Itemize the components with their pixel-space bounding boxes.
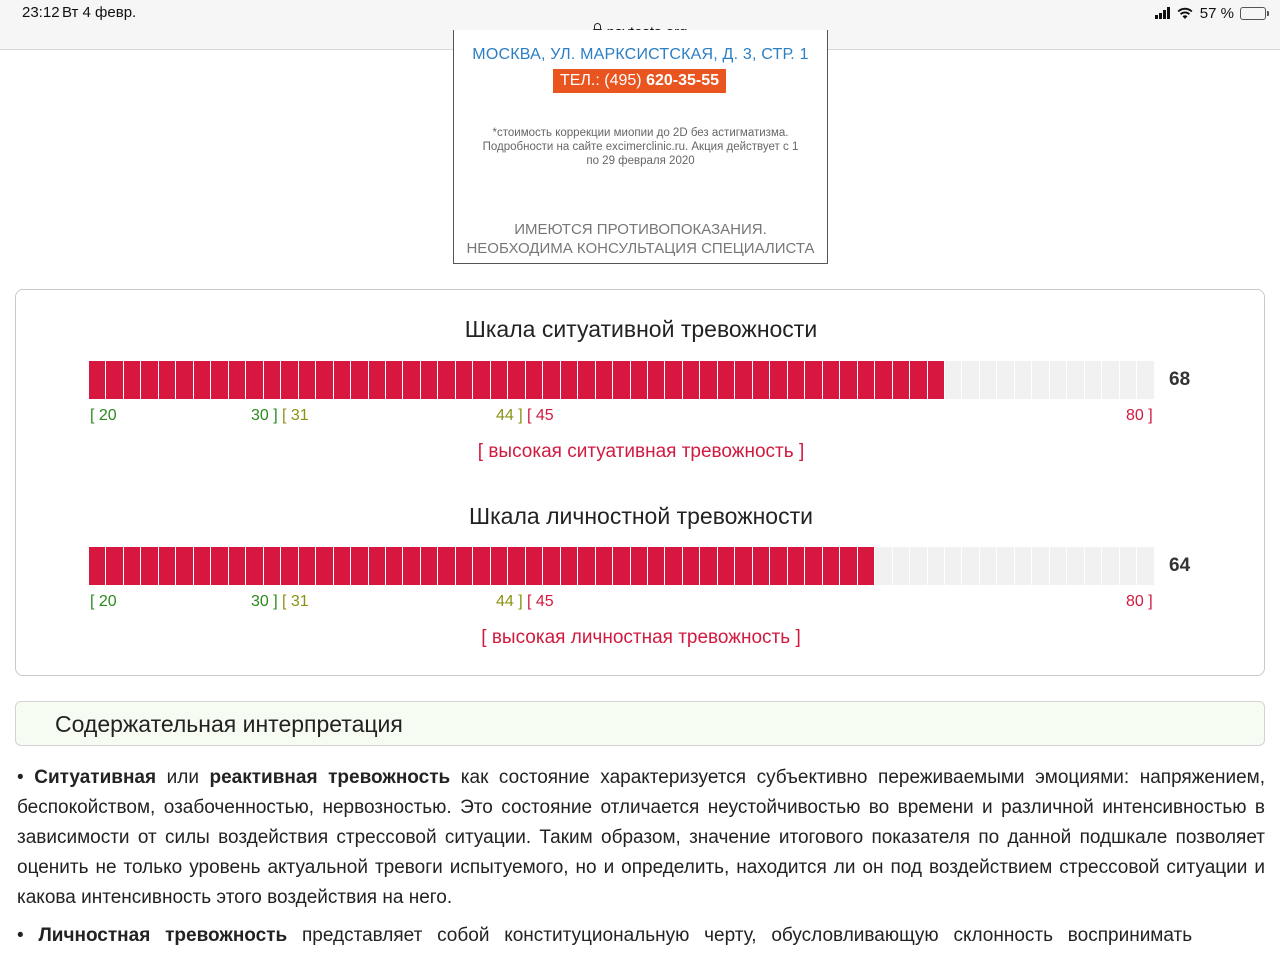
bar-segment-filled bbox=[718, 361, 735, 399]
bar-segment-filled bbox=[858, 361, 875, 399]
bar-segment-filled bbox=[438, 361, 455, 399]
bar-segment-filled bbox=[456, 361, 473, 399]
scale-verdict: [ высокая ситуативная тревожность ] bbox=[477, 441, 805, 462]
bar-segment-filled bbox=[753, 547, 770, 585]
bar-segment-filled bbox=[351, 361, 368, 399]
range-high-end: 80 ] bbox=[1126, 407, 1153, 424]
bar-segment-filled bbox=[124, 361, 141, 399]
bar-segment-filled bbox=[159, 361, 176, 399]
bar-segment-empty bbox=[962, 547, 979, 585]
bar-segment-empty bbox=[1067, 361, 1084, 399]
bar-segment-filled bbox=[473, 361, 490, 399]
bar-segment-filled bbox=[665, 361, 682, 399]
range-mid-end: 44 ] bbox=[496, 407, 523, 424]
bar-segment-filled bbox=[229, 547, 246, 585]
bar-segment-filled bbox=[700, 547, 717, 585]
bar-segment-filled bbox=[770, 547, 787, 585]
paragraph-text: или bbox=[156, 767, 210, 788]
bar-segment-filled bbox=[788, 547, 805, 585]
paragraph-text: представляет собой конституциональную черту, обусловливающую склонность воспринимать bbox=[287, 925, 1193, 946]
date: Вт 4 февр. bbox=[62, 4, 137, 21]
bar-segment-filled bbox=[928, 361, 945, 399]
bar-segment-filled bbox=[176, 547, 193, 585]
bar-segment-filled bbox=[613, 547, 630, 585]
bar-segment-empty bbox=[1050, 361, 1067, 399]
bar-segment-filled bbox=[124, 547, 141, 585]
bar-segment-filled bbox=[788, 361, 805, 399]
ad-footnote bbox=[474, 126, 807, 168]
term-personal-anxiety: Личностная тревожность bbox=[38, 925, 288, 946]
bar-segment-filled bbox=[561, 547, 578, 585]
bar-segment-filled bbox=[910, 361, 927, 399]
bar-segment-empty bbox=[875, 547, 892, 585]
bar-segment-filled bbox=[194, 361, 211, 399]
bar-segment-empty bbox=[1015, 361, 1032, 399]
bar-segment-filled bbox=[578, 361, 595, 399]
ad-phone-prefix: ТЕЛ.: (495) bbox=[559, 72, 647, 89]
bar-segment-empty bbox=[980, 547, 997, 585]
bar-segment-filled bbox=[596, 547, 613, 585]
bar-segment-filled bbox=[735, 547, 752, 585]
bar-segment-filled bbox=[334, 547, 351, 585]
bar-segment-filled bbox=[578, 547, 595, 585]
bar-segment-filled bbox=[491, 361, 508, 399]
scale-title: Шкала личностной тревожности bbox=[469, 503, 813, 529]
bar-segment-filled bbox=[281, 547, 298, 585]
term-reactive-anxiety: реактивная тревожность bbox=[209, 767, 451, 788]
scale-title: Шкала ситуативной тревожности bbox=[464, 316, 818, 342]
bar-segment-empty bbox=[997, 361, 1014, 399]
range-mid-start: [ 31 bbox=[282, 407, 309, 424]
bar-segment-empty bbox=[980, 361, 997, 399]
bar-segment-filled bbox=[526, 361, 543, 399]
bar-segment-filled bbox=[403, 361, 420, 399]
bar-segment-filled bbox=[718, 547, 735, 585]
bar-segment-filled bbox=[840, 547, 857, 585]
bar-segment-filled bbox=[351, 547, 368, 585]
bar-segment-filled bbox=[281, 361, 298, 399]
bar-segment-empty bbox=[893, 547, 910, 585]
bar-segment-empty bbox=[1120, 361, 1137, 399]
bar-segment-filled bbox=[386, 361, 403, 399]
bar-segment-empty bbox=[1085, 361, 1102, 399]
bar-segment-filled bbox=[299, 361, 316, 399]
bar-segment-filled bbox=[456, 547, 473, 585]
ad-address: МОСКВА, УЛ. МАРКСИСТСКАЯ, Д. 3, СТР. 1 bbox=[472, 46, 809, 63]
bar-segment-empty bbox=[1050, 547, 1067, 585]
ad-phone-number: 620-35-55 bbox=[646, 72, 720, 89]
ad-footnote-line: по 29 февраля 2020 bbox=[586, 155, 695, 167]
bar-segment-filled bbox=[316, 547, 333, 585]
results-card bbox=[15, 289, 1265, 676]
bar-segment-filled bbox=[561, 361, 578, 399]
bar-segment-filled bbox=[316, 361, 333, 399]
bar-segment-empty bbox=[1015, 547, 1032, 585]
bar-segment-empty bbox=[1102, 361, 1119, 399]
bar-segment-filled bbox=[141, 361, 158, 399]
ad-warning-line: ИМЕЮТСЯ ПРОТИВОПОКАЗАНИЯ. bbox=[514, 221, 767, 238]
bar-segment-filled bbox=[421, 361, 438, 399]
scale-bar bbox=[89, 547, 1155, 585]
scale-bar bbox=[89, 361, 1155, 399]
bar-segment-empty bbox=[1032, 361, 1049, 399]
ad-footnote-line: Подробности на сайте excimerclinic.ru. Акция действует с 1 bbox=[482, 141, 799, 153]
bar-segment-filled bbox=[543, 547, 560, 585]
bar-segment-filled bbox=[648, 361, 665, 399]
range-high-start: [ 45 bbox=[527, 593, 554, 610]
bar-segment-empty bbox=[1032, 547, 1049, 585]
range-mid-end: 44 ] bbox=[496, 593, 523, 610]
bar-segment-filled bbox=[369, 361, 386, 399]
bullet: • bbox=[17, 767, 35, 788]
bar-segment-empty bbox=[1137, 547, 1154, 585]
bar-segment-filled bbox=[176, 361, 193, 399]
bullet: • bbox=[17, 925, 39, 946]
bar-segment-empty bbox=[1137, 361, 1154, 399]
scale-value: 64 bbox=[1169, 555, 1191, 576]
bar-segment-filled bbox=[106, 547, 123, 585]
range-low-end: 30 ] bbox=[251, 593, 278, 610]
status-icons bbox=[1155, 3, 1266, 23]
bar-segment-filled bbox=[106, 361, 123, 399]
bar-segment-empty bbox=[1120, 547, 1137, 585]
bar-segment-filled bbox=[89, 547, 106, 585]
bar-segment-filled bbox=[403, 547, 420, 585]
bar-segment-empty bbox=[945, 547, 962, 585]
bar-segment-filled bbox=[334, 361, 351, 399]
bar-segment-filled bbox=[264, 547, 281, 585]
bar-segment-empty bbox=[997, 547, 1014, 585]
interpretation-header[interactable] bbox=[15, 701, 1265, 746]
paragraph-text: как состояние характеризуется субъективно переживаемыми эмоциями: напряжением, беспокойством, озабоченностью, нервозностью. Это состояние отличается неустойчивостью во времени и различной интенсивностью в зависимости от силы воздействия стрессовой ситуации. Таким образом, значение итогового показателя по данной подшкале позволяет оценить не только уровень актуальной тревоги испытуемого, но и определить, находится ли он под воздействием стрессовой ситуации и какова интенсивность этого воздействия на него. bbox=[17, 767, 1265, 908]
range-low-end: 30 ] bbox=[251, 407, 278, 424]
bar-segment-filled bbox=[700, 361, 717, 399]
bar-segment-filled bbox=[840, 361, 857, 399]
bar-segment-filled bbox=[823, 547, 840, 585]
bar-segment-filled bbox=[683, 361, 700, 399]
bar-segment-filled bbox=[438, 547, 455, 585]
term-situational: Ситуативная bbox=[34, 767, 157, 788]
bar-segment-filled bbox=[893, 361, 910, 399]
bar-segment-filled bbox=[613, 361, 630, 399]
interpretation-title: Содержательная интерпретация bbox=[55, 711, 403, 737]
interpretation-paragraph-situational bbox=[17, 763, 1265, 913]
bar-segment-filled bbox=[805, 361, 822, 399]
ad-footnote-line: *стоимость коррекции миопии до 2D без астигматизма. bbox=[492, 127, 789, 139]
bar-segment-filled bbox=[543, 361, 560, 399]
bar-segment-filled bbox=[89, 361, 106, 399]
bar-segment-filled bbox=[596, 361, 613, 399]
bar-segment-empty bbox=[928, 547, 945, 585]
bar-segment-filled bbox=[875, 361, 892, 399]
bar-segment-filled bbox=[683, 547, 700, 585]
range-high-end: 80 ] bbox=[1126, 593, 1153, 610]
bar-segment-filled bbox=[299, 547, 316, 585]
bar-segment-empty bbox=[1085, 547, 1102, 585]
clock: 23:12 bbox=[22, 4, 60, 21]
bar-segment-filled bbox=[491, 547, 508, 585]
bar-segment-filled bbox=[421, 547, 438, 585]
range-low-start: [ 20 bbox=[90, 593, 117, 610]
bar-segment-filled bbox=[648, 547, 665, 585]
bar-segment-filled bbox=[211, 361, 228, 399]
bar-segment-empty bbox=[910, 547, 927, 585]
ad-warning-line: НЕОБХОДИМА КОНСУЛЬТАЦИЯ СПЕЦИАЛИСТА bbox=[466, 240, 815, 257]
bar-segment-filled bbox=[229, 361, 246, 399]
cellular-signal-icon bbox=[1155, 7, 1170, 19]
bar-segment-empty bbox=[962, 361, 979, 399]
range-low-start: [ 20 bbox=[90, 407, 117, 424]
bar-segment-empty bbox=[1102, 547, 1119, 585]
bar-segment-filled bbox=[508, 547, 525, 585]
bar-segment-filled bbox=[246, 547, 263, 585]
bar-segment-filled bbox=[665, 547, 682, 585]
wifi-icon bbox=[1176, 6, 1194, 20]
bar-segment-filled bbox=[159, 547, 176, 585]
bar-segment-filled bbox=[753, 361, 770, 399]
bar-segment-filled bbox=[369, 547, 386, 585]
range-high-start: [ 45 bbox=[527, 407, 554, 424]
ad-phone[interactable] bbox=[553, 69, 726, 93]
bar-segment-filled bbox=[526, 547, 543, 585]
bar-segment-filled bbox=[858, 547, 875, 585]
bar-segment-filled bbox=[508, 361, 525, 399]
scale-value: 68 bbox=[1169, 369, 1191, 390]
bar-segment-filled bbox=[194, 547, 211, 585]
battery-icon bbox=[1240, 7, 1266, 20]
bar-segment-filled bbox=[211, 547, 228, 585]
bar-segment-filled bbox=[264, 361, 281, 399]
bar-segment-filled bbox=[386, 547, 403, 585]
bar-segment-empty bbox=[945, 361, 962, 399]
bar-segment-filled bbox=[631, 361, 648, 399]
bar-segment-filled bbox=[141, 547, 158, 585]
bar-segment-filled bbox=[770, 361, 787, 399]
ad-warning bbox=[454, 220, 827, 258]
bar-segment-filled bbox=[805, 547, 822, 585]
bar-segment-filled bbox=[246, 361, 263, 399]
scale-verdict: [ высокая личностная тревожность ] bbox=[481, 627, 801, 648]
bar-segment-filled bbox=[473, 547, 490, 585]
range-mid-start: [ 31 bbox=[282, 593, 309, 610]
bar-segment-filled bbox=[631, 547, 648, 585]
bar-segment-filled bbox=[823, 361, 840, 399]
interpretation-paragraph-personal bbox=[17, 921, 1265, 951]
bar-segment-empty bbox=[1067, 547, 1084, 585]
bar-segment-filled bbox=[735, 361, 752, 399]
battery-percent: 57 % bbox=[1199, 4, 1234, 22]
ad-banner[interactable] bbox=[453, 30, 828, 264]
